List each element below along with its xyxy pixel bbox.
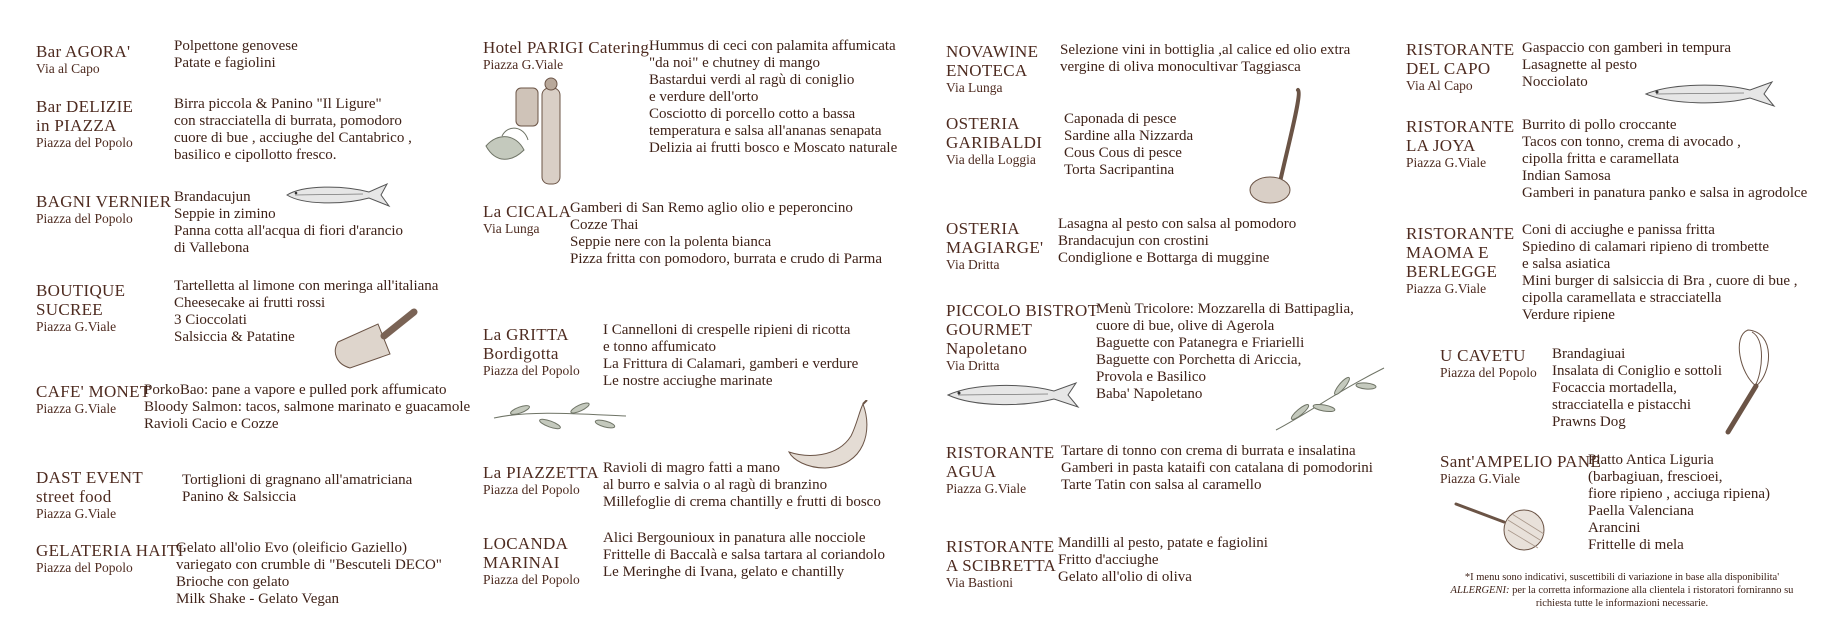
ristorante-la-joya-name [1406,117,1514,171]
menu-item: Seppie nere con la polenta bianca [570,234,772,250]
menu-item: Lasagnette al pesto [1522,57,1637,73]
menu-item: Le nostre acciughe marinate [603,373,773,389]
bar-agora-name [36,42,130,77]
menu-item: Gamberi in pasta kataifi con catalana di pomodorini [1061,460,1373,476]
hotel-parigi-name [483,38,649,73]
menu-item: Milk Shake - Gelato Vegan [176,591,340,607]
restaurant-location: Piazza del Popolo [36,560,133,575]
menu-item: Bloody Salmon: tacos, salmone marinato e guacamole [144,399,471,415]
restaurant-location: Via Dritta [946,358,1000,373]
restaurant-name: DAST EVENT [36,468,144,487]
menu-item: Selezione vini in bottiglia ,al calice ed olio extra [1060,42,1351,58]
menu-item: Torta Sacripantina [1064,162,1175,178]
menu-item: temperatura e salsa all'ananas senapata [649,123,882,139]
menu-item: variegato con crumble di "Bescuteli DECO" [176,557,442,573]
restaurant-name: PICCOLO BISTROT [946,301,1099,320]
menu-item: PorkoBao: pane a vapore e pulled pork affumicato [144,382,447,398]
bar-agora-menu [174,38,298,72]
menu-item: e verdure dell'orto [649,89,759,105]
menu-item: Mini burger di salsiccia di Bra , cuore di bue , [1522,273,1798,289]
menu-item: "da noi" e chutney di mango [649,55,820,71]
restaurant-name: RISTORANTE [1406,224,1515,243]
restaurant-location: Piazza G.Viale [1440,471,1521,486]
restaurant-name: A SCIBRETTA [946,556,1057,575]
piccolo-bistrot-name [946,301,1098,374]
bagni-vernier-name [36,192,171,227]
restaurant-name: Napoletano [946,339,1028,358]
restaurant-location: Piazza G.Viale [36,401,117,416]
scoop-illustration [330,302,420,370]
restaurant-name: Hotel PARIGI Catering [483,38,650,57]
menu-item: Ravioli di magro fatti a mano [603,460,781,476]
menu-item: Panino & Salsiccia [182,489,297,505]
restaurant-location: Piazza del Popolo [36,135,133,150]
osteria-magiarge-menu [1058,216,1296,267]
menu-item: e tonno affumicato [603,339,717,355]
ristorante-del-capo-name [1406,40,1514,94]
menu-item: Cozze Thai [570,217,639,233]
menu-item: (barbagiuan, frescioei, [1588,469,1723,485]
menu-item: Cosciotto di porcello cotto a bassa [649,106,856,122]
menu-item: I Cannelloni di crespelle ripieni di ricotta [603,322,851,338]
restaurant-location: Via Dritta [946,257,1000,272]
restaurant-location: Piazza del Popolo [483,572,580,587]
menu-item: al burro e salvia o al ragù di branzino [603,477,828,493]
ristorante-scibretta-menu [1058,535,1268,586]
menu-item: Gaspaccio con gamberi in tempura [1522,40,1732,56]
strainer-illustration [1452,496,1552,554]
restaurant-location: Piazza G.Viale [483,57,564,72]
restaurant-location: Piazza del Popolo [1440,365,1537,380]
menu-item: Patate e fagiolini [174,55,276,71]
footnote-line [1432,584,1812,597]
sardine-illustration [944,380,1084,410]
menu-item: Tartelletta al limone con meringa all'italiana [174,278,439,294]
novawine-name [946,42,1038,96]
menu-item: cipolla caramellata e stracciatella [1522,290,1722,306]
menu-item: Provola e Basilico [1096,369,1206,385]
menu-item: Pizza fritta con pomodoro, burrata e crudo di Parma [570,251,882,267]
restaurant-name: MARINAI [483,553,560,572]
la-gritta-menu [603,322,858,390]
allergeni-label: ALLERGENI: [1450,585,1510,596]
restaurant-name: Sant'AMPELIO PANE [1440,452,1602,471]
restaurant-name: GELATERIA HAITI [36,541,184,560]
menu-item: Salsiccia & Patatine [174,329,295,345]
menu-item: Tacos con tonno, crema di avocado , [1522,134,1741,150]
restaurant-name: BERLEGGE [1406,262,1498,281]
u-cavetu-name [1440,346,1537,381]
restaurant-location: Via della Loggia [946,152,1036,167]
menu-item: Piatto Antica Liguria [1588,452,1714,468]
menu-item: Menù Tricolore: Mozzarella di Battipaglia, [1096,301,1354,317]
menu-item: Brandacujun [174,189,251,205]
ristorante-agua-name [946,443,1054,497]
menu-item: Polpettone genovese [174,38,298,54]
restaurant-location: Piazza G.Viale [946,481,1027,496]
ladle-illustration [1240,86,1310,210]
restaurant-location: Piazza G.Viale [36,319,117,334]
menu-item: Seppie in zimino [174,206,276,222]
menu-item: Brandagiuai [1552,346,1626,362]
restaurant-name: Bordigotta [483,344,559,363]
gelateria-haiti-menu [176,540,442,608]
restaurant-location: Piazza del Popolo [483,482,580,497]
restaurant-name: La CICALA [483,202,572,221]
restaurant-name: RISTORANTE [946,537,1055,556]
restaurant-location: Piazza G.Viale [1406,155,1487,170]
menu-item: Alici Bergounioux in panatura alle nocciole [603,530,866,546]
restaurant-name: La PIAZZETTA [483,463,600,482]
menu-item: Indian Samosa [1522,168,1611,184]
restaurant-location: Via Al Capo [1406,78,1473,93]
restaurant-name: OSTERIA [946,114,1020,133]
menu-item: Bastardui verdi al ragù di coniglio [649,72,855,88]
restaurant-name: DEL CAPO [1406,59,1491,78]
pepper-mill-illustration [482,74,612,186]
osteria-garibaldi-name [946,114,1042,168]
ristorante-scibretta-name [946,537,1056,591]
santampelio-name [1440,452,1601,487]
restaurant-name: MAGIARGE' [946,238,1044,257]
menu-item: Millefoglie di crema chantilly e frutti di bosco [603,494,881,510]
menu-item: Baguette con Patanegra e Friarielli [1096,335,1305,351]
menu-item: Le Meringhe di Ivana, gelato e chantilly [603,564,845,580]
restaurant-name: SUCREE [36,300,103,319]
menu-item: Tartare di tonno con crema di burrata e insalatina [1061,443,1356,459]
menu-item: Frittelle di Baccalà e salsa tartara al coriandolo [603,547,885,563]
ristorante-maoma-menu [1522,222,1798,324]
menu-item: basilico e cipollotto fresco. [174,147,337,163]
menu-item: Gamberi di San Remo aglio olio e peperoncino [570,200,853,216]
restaurant-name: BAGNI VERNIER [36,192,172,211]
restaurant-name: street food [36,487,112,506]
restaurant-name: GOURMET [946,320,1033,339]
locanda-marinai-menu [603,530,885,581]
restaurant-name: RISTORANTE [1406,117,1515,136]
menu-item: Gamberi in panatura panko e salsa in agrodolce [1522,185,1808,201]
la-cicala-name [483,202,571,237]
restaurant-location: Via Lunga [946,80,1003,95]
restaurant-name: LA JOYA [1406,136,1476,155]
menu-item: Birra piccola & Panino "Il Ligure" [174,96,382,112]
restaurant-name: BOUTIQUE [36,281,126,300]
menu-item: Delizia ai frutti bosco e Moscato naturale [649,140,898,156]
olive-branch-illustration [1270,362,1388,434]
menu-item: 3 Cioccolati [174,312,247,328]
ristorante-la-joya-menu [1522,117,1807,202]
menu-item: fiore ripieno , acciuga ripiena) [1588,486,1770,502]
menu-item: Gelato all'olio di oliva [1058,569,1192,585]
restaurant-name: U CAVETU [1440,346,1526,365]
menu-item: Sardine alla Nizzarda [1064,128,1194,144]
restaurant-name: in PIAZZA [36,116,117,135]
restaurant-location: Via al Capo [36,61,100,76]
menu-item: Verdure ripiene [1522,307,1615,323]
santampelio-menu [1588,452,1770,554]
bar-delizie-name [36,97,133,151]
cafe-monet-name [36,382,151,417]
menu-item: Cheesecake ai frutti rossi [174,295,326,311]
restaurant-location: Piazza del Popolo [36,211,133,226]
la-cicala-menu [570,200,882,268]
menu-item: Gelato all'olio Evo (oleificio Gaziello) [176,540,407,556]
restaurant-name: RISTORANTE [1406,40,1515,59]
footnote-line: *I menu sono indicativi, suscettibili di variazione in base alla disponibilita' [1464,572,1780,583]
restaurant-name: Bar DELIZIE [36,97,134,116]
menu-item: Burrito di pollo croccante [1522,117,1677,133]
menu-item: Fritto d'acciughe [1058,552,1159,568]
menu-item: Frittelle di mela [1588,537,1684,553]
menu-item: vergine di oliva monocultivar Taggiasca [1060,59,1301,75]
cafe-monet-menu [144,382,470,433]
menu-item: Focaccia mortadella, [1552,380,1677,396]
menu-item: Prawns Dog [1552,414,1626,430]
dast-event-menu [182,472,412,506]
menu-item: Tortiglioni di gragnano all'amatriciana [182,472,413,488]
footnote-line: richiesta tutte le informazioni necessarie. [1535,598,1709,609]
restaurant-location: Via Bastioni [946,575,1014,590]
menu-item: Tarte Tatin con salsa al caramello [1061,477,1262,493]
menu-item: Insalata di Coniglio e sottoli [1552,363,1722,379]
osteria-garibaldi-menu [1064,111,1193,179]
restaurant-location: Via Lunga [483,221,540,236]
restaurant-name: ENOTECA [946,61,1028,80]
menu-item: Hummus di ceci con palamita affumicata [649,38,896,54]
restaurant-name: AGUA [946,462,997,481]
menu-item: Paella Valenciana [1588,503,1694,519]
menu-item: Nocciolato [1522,74,1588,90]
menu-item: Caponada di pesce [1064,111,1177,127]
menu-item: Mandilli al pesto, patate e fagiolini [1058,535,1268,551]
gelateria-haiti-name [36,541,184,576]
restaurant-name: GARIBALDI [946,133,1043,152]
boutique-sucree-name [36,281,125,335]
osteria-magiarge-name [946,219,1043,273]
menu-item: di Vallebona [174,240,250,256]
la-gritta-name [483,325,580,379]
la-piazzetta-name [483,463,599,498]
restaurant-name: LOCANDA [483,534,569,553]
menu-item: cipolla fritta e caramellata [1522,151,1679,167]
menu-item: Arancini [1588,520,1641,536]
restaurant-location: Piazza G.Viale [36,506,117,521]
menu-item: Brioche con gelato [176,574,290,590]
restaurant-name: CAFE' MONET [36,382,151,401]
chili-pepper-illustration [785,400,875,472]
u-cavetu-menu [1552,346,1722,431]
menu-item: Spiedino di calamari ripieno di trombette [1522,239,1770,255]
menu-item: Ravioli Cacio e Cozze [144,416,279,432]
menu-item: Lasagna al pesto con salsa al pomodoro [1058,216,1297,232]
restaurant-name: MAOMA E [1406,243,1489,262]
restaurant-location: Piazza del Popolo [483,363,580,378]
menu-item: cuore di bue , acciughe del Cantabrico , [174,130,412,146]
ristorante-maoma-name [1406,224,1514,297]
menu-item: Brandacujun con crostini [1058,233,1209,249]
restaurant-name: La GRITTA [483,325,569,344]
menu-item: Baguette con Porchetta di Ariccia, [1096,352,1302,368]
hotel-parigi-menu [649,38,897,157]
fish-illustration [1642,80,1780,108]
restaurant-name: Bar AGORA' [36,42,131,61]
whisk-illustration [1712,326,1782,438]
dast-event-name [36,468,143,522]
menu-item: Cous Cous di pesce [1064,145,1182,161]
menu-item: Coni di acciughe e panissa fritta [1522,222,1715,238]
bar-delizie-menu [174,96,412,164]
ristorante-agua-menu [1061,443,1373,494]
menu-item: Condiglione e Bottarga di muggine [1058,250,1270,266]
locanda-marinai-name [483,534,580,588]
menu-item: con stracciatella di burrata, pomodoro [174,113,402,129]
menu-item: cuore di bue, olive di Agerola [1096,318,1275,334]
menu-item: stracciatella e pistacchi [1552,397,1692,413]
menu-item: e salsa asiatica [1522,256,1611,272]
anchovy-illustration [283,182,395,208]
restaurant-name: NOVAWINE [946,42,1039,61]
restaurant-name: RISTORANTE [946,443,1055,462]
menu-item: Baba' Napoletano [1096,386,1203,402]
menu-item: Panna cotta all'acqua di fiori d'arancio [174,223,404,239]
menu-item: La Frittura di Calamari, gamberi e verdure [603,356,859,372]
olive-branch-illustration [490,398,630,434]
allergen-footnote [1432,571,1812,610]
restaurant-name: OSTERIA [946,219,1020,238]
novawine-menu [1060,42,1350,76]
footnote-text: per la corretta informazione alla clientela i ristoratori forniranno su [1509,585,1794,596]
restaurant-location: Piazza G.Viale [1406,281,1487,296]
